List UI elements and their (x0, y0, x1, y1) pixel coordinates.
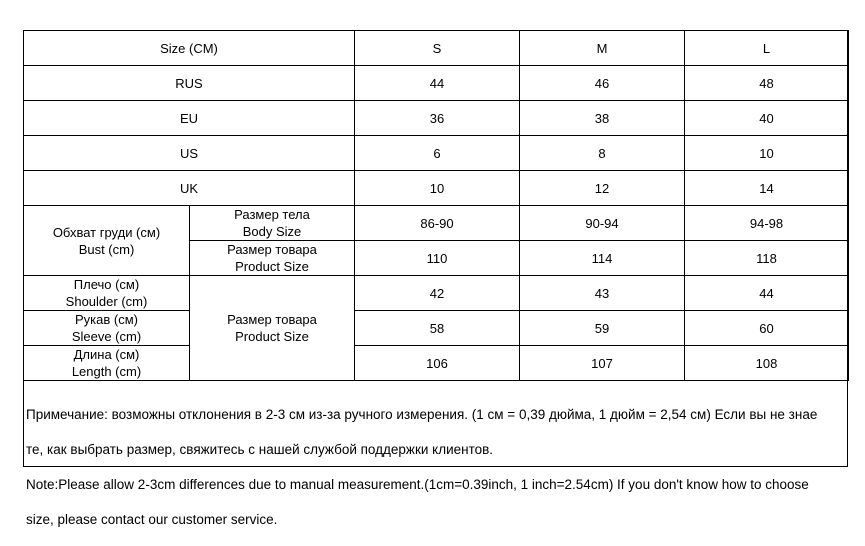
cell-value: 44 (685, 276, 849, 311)
cell-value: 60 (685, 311, 849, 346)
cell-value: 38 (520, 101, 685, 136)
size-chart-table (23, 30, 849, 381)
table-row-shoulder (24, 276, 849, 311)
measurement-note (26, 388, 844, 546)
cell-value: 118 (685, 241, 849, 276)
cell-value: 58 (355, 311, 520, 346)
table-row-eu (24, 101, 849, 136)
cell-value: 42 (355, 276, 520, 311)
cell-value: 86-90 (355, 206, 520, 241)
product-size-group-ru: Размер товара (227, 312, 317, 327)
note-en-line-1: Note:Please allow 2-3cm differences due to manual measurement.(1cm=0.39inch, 1 inch=2.54cm) If you don't know how to choose (26, 476, 809, 492)
cell-value: 107 (520, 346, 685, 381)
row-label: US (24, 136, 355, 171)
cell-value: 90-94 (520, 206, 685, 241)
product-size-label-en: Product Size (235, 259, 309, 274)
body-size-label-en: Body Size (242, 224, 302, 239)
bust-label (24, 206, 190, 276)
sleeve-label-en: Sleeve (cm) (71, 329, 142, 344)
bust-label-ru: Обхват груди (см) (52, 224, 161, 240)
body-size-label (190, 206, 355, 241)
sleeve-label (24, 311, 190, 346)
cell-value: 46 (520, 66, 685, 101)
product-size-label (190, 241, 355, 276)
sleeve-label-ru: Рукав (см) (75, 312, 138, 327)
cell-value: 108 (685, 346, 849, 381)
size-l-header: L (685, 31, 849, 66)
length-label-en: Length (cm) (71, 364, 142, 379)
size-s-header: S (355, 31, 520, 66)
cell-value: 59 (520, 311, 685, 346)
product-size-label-ru: Размер товара (227, 242, 317, 257)
body-size-label-ru: Размер тела (234, 207, 310, 222)
cell-value: 6 (355, 136, 520, 171)
table-row-rus (24, 66, 849, 101)
cell-value: 40 (685, 101, 849, 136)
bust-label-en: Bust (cm) (78, 241, 135, 257)
row-label: RUS (24, 66, 355, 101)
cell-value: 106 (355, 346, 520, 381)
cell-value: 94-98 (685, 206, 849, 241)
shoulder-label-ru: Плечо (см) (73, 277, 140, 292)
table-row-sleeve (24, 311, 849, 346)
cell-value: 10 (685, 136, 849, 171)
product-size-group-label (190, 276, 355, 381)
shoulder-label-en: Shoulder (cm) (65, 294, 148, 309)
table-row-bust-body (24, 206, 849, 241)
cell-value: 10 (355, 171, 520, 206)
cell-value: 48 (685, 66, 849, 101)
cell-value: 12 (520, 171, 685, 206)
note-en-line-2: size, please contact our customer service. (26, 511, 278, 527)
cell-value: 114 (520, 241, 685, 276)
cell-value: 36 (355, 101, 520, 136)
row-label: UK (24, 171, 355, 206)
length-label-ru: Длина (см) (73, 347, 140, 362)
cell-value: 8 (520, 136, 685, 171)
table-row-length (24, 346, 849, 381)
note-ru-line-2: те, как выбрать размер, свяжитесь с нашей службой поддержки клиентов. (26, 441, 494, 457)
product-size-group-en: Product Size (235, 329, 309, 344)
header-row (24, 31, 849, 66)
cell-value: 44 (355, 66, 520, 101)
shoulder-label (24, 276, 190, 311)
length-label (24, 346, 190, 381)
table-row-uk (24, 171, 849, 206)
cell-value: 14 (685, 171, 849, 206)
row-label: EU (24, 101, 355, 136)
size-header-label: Size (CM) (24, 31, 355, 66)
cell-value: 43 (520, 276, 685, 311)
note-ru-line-1: Примечание: возможны отклонения в 2-3 см из-за ручного измерения. (1 см = 0,39 дюйма, 1 дюйм = 2,54 см) Если вы не знае (26, 406, 818, 422)
table-row-us (24, 136, 849, 171)
size-m-header: M (520, 31, 685, 66)
cell-value: 110 (355, 241, 520, 276)
